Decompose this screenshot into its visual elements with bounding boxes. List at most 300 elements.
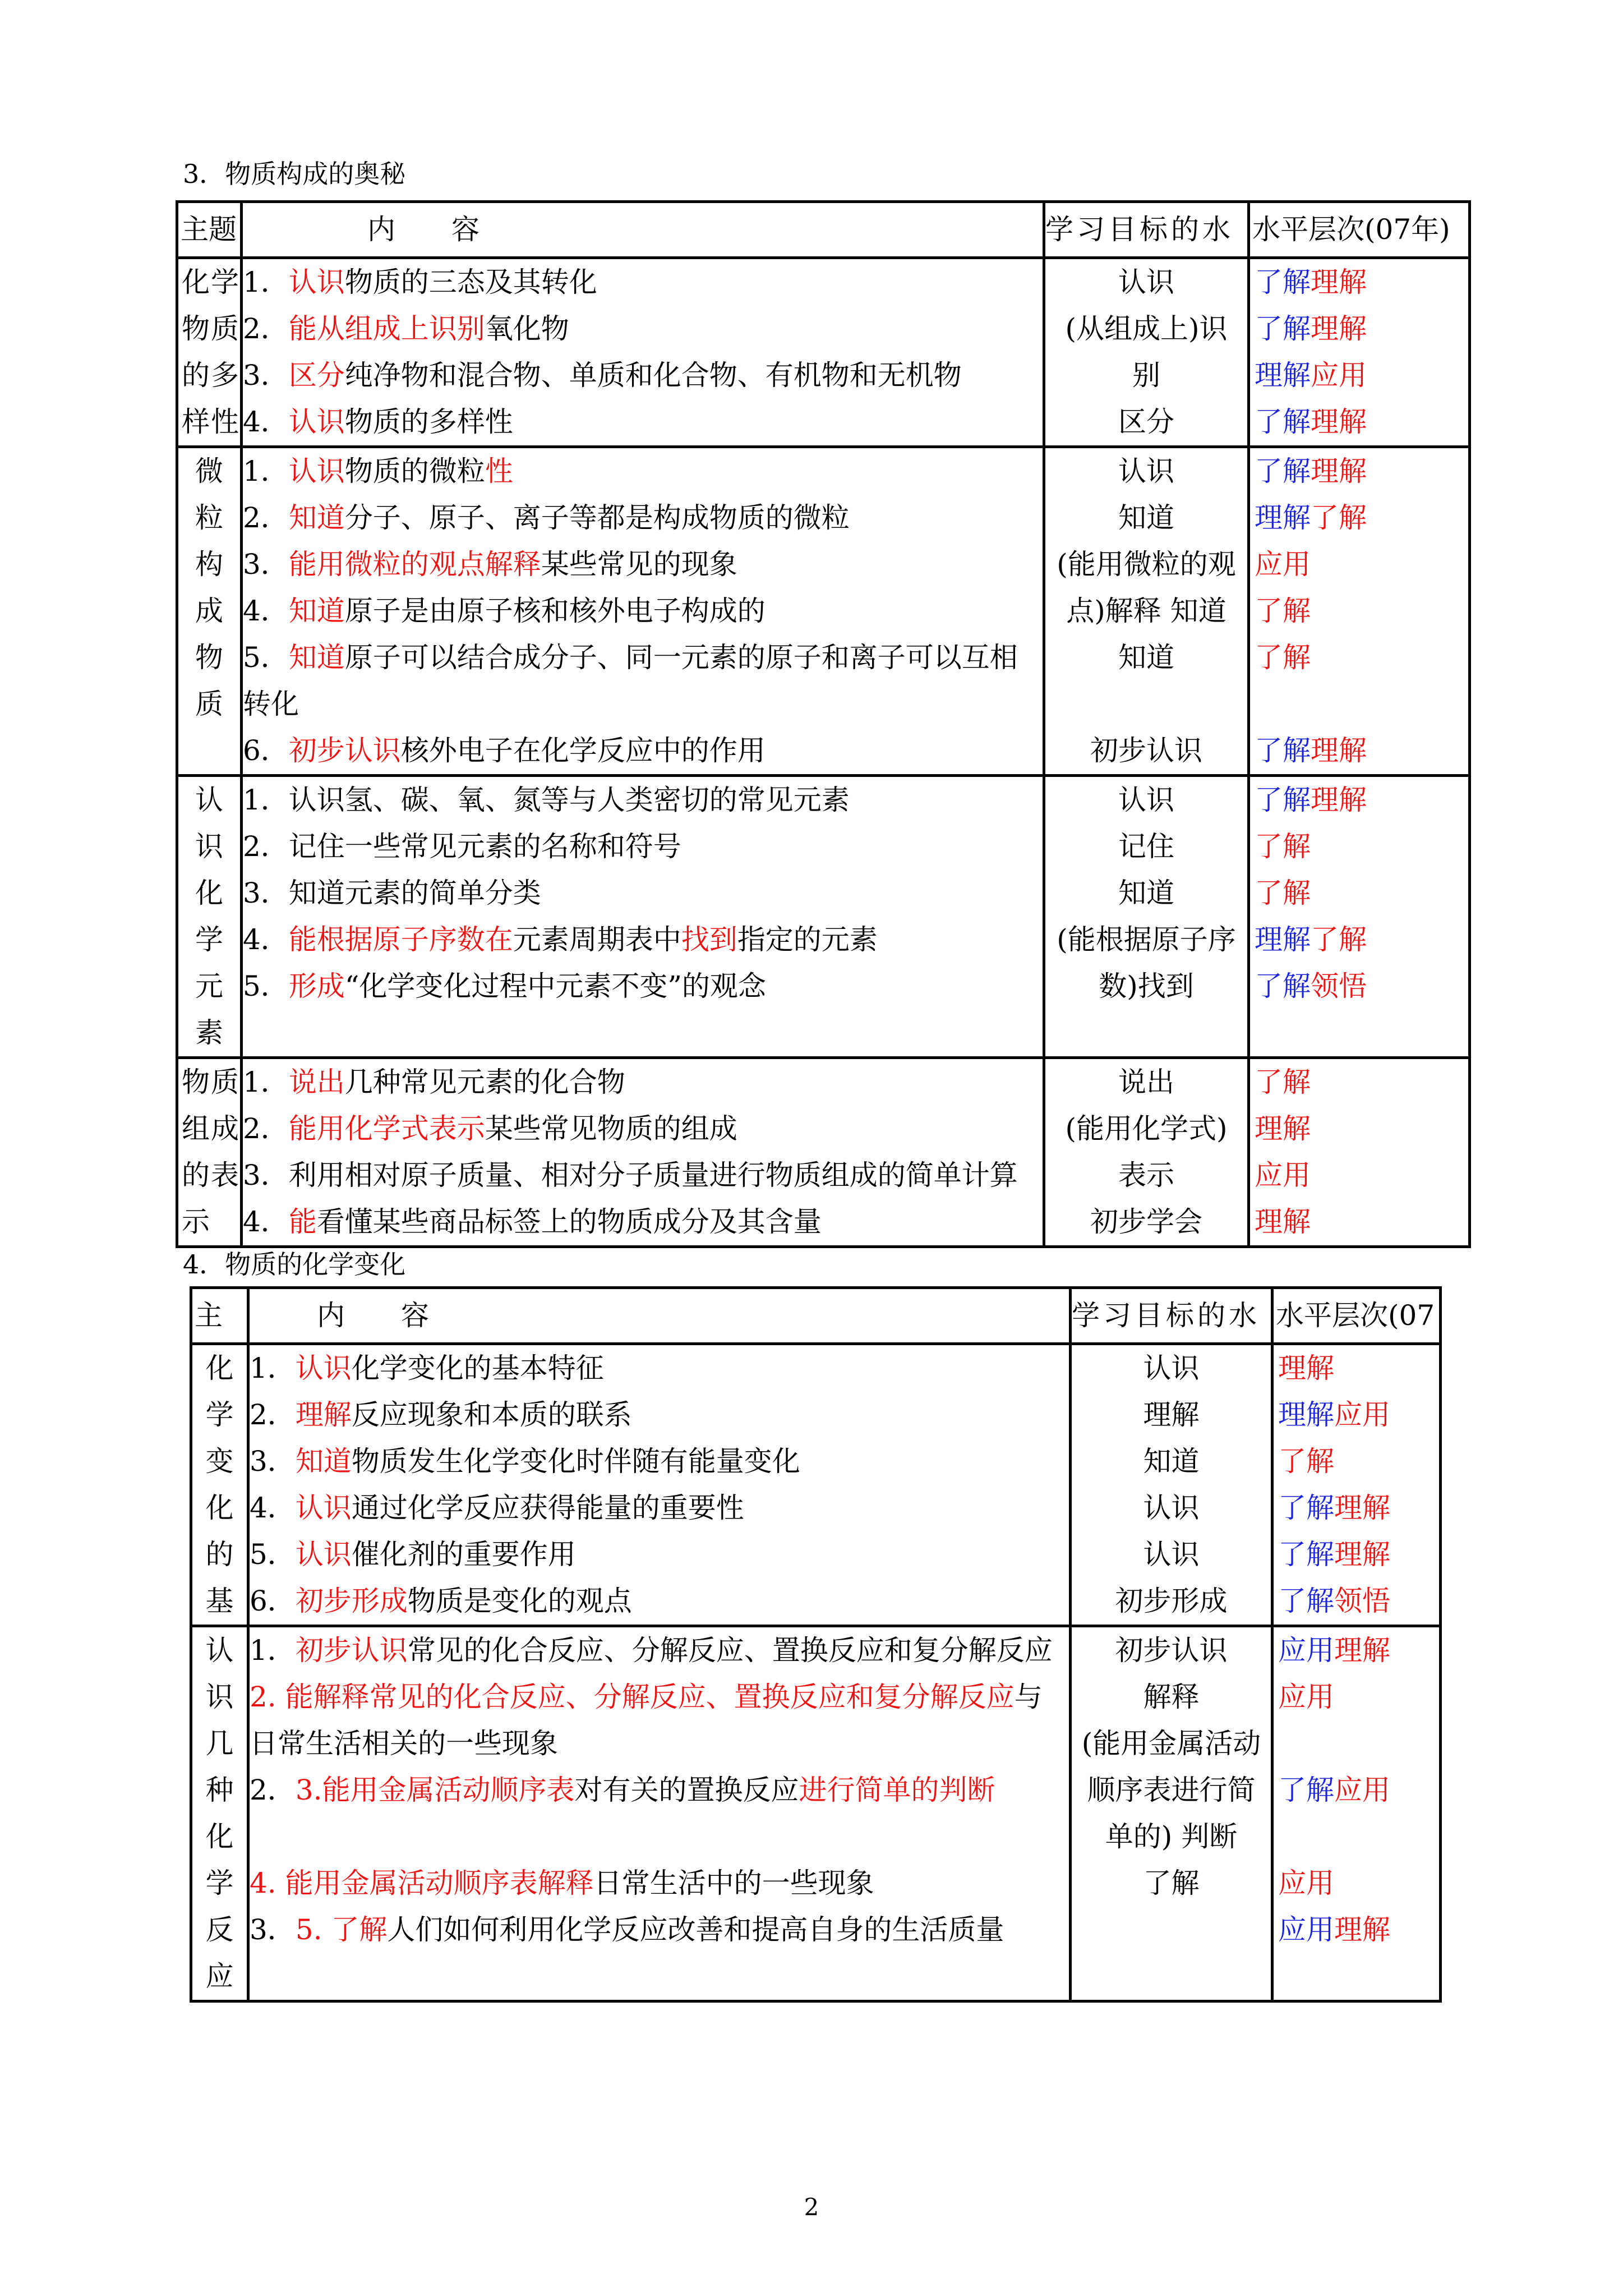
text-segment: 了解 <box>1255 455 1311 487</box>
text-segment: 物质的三态及其转化 <box>344 266 597 298</box>
text-segment: 理解 <box>1311 455 1367 487</box>
text-segment: 看懂某些商品标签上的物质成分及其含量 <box>316 1205 822 1238</box>
topic-line: 变 <box>205 1445 234 1478</box>
level-line <box>1250 541 1468 588</box>
content-line <box>243 399 1043 445</box>
content-line <box>243 1199 1043 1245</box>
table-row <box>191 1344 1441 1626</box>
text-segment: 3． <box>243 359 289 392</box>
text-segment: 认识 <box>288 455 345 487</box>
text-segment: 分子、原子、离子等都是构成物质的微粒 <box>344 501 850 534</box>
text-segment: 能用化学式表示 <box>288 1112 485 1145</box>
text-segment: 物质发生化学变化时伴随有能量变化 <box>351 1445 800 1478</box>
text-segment: 1． <box>243 1066 289 1098</box>
text-segment: 化学变化的基本特征 <box>351 1352 604 1384</box>
content-cell <box>242 776 1044 1058</box>
text-segment: 理解 <box>1255 923 1311 956</box>
text-segment: 转化 <box>243 688 299 720</box>
text-segment: 了解 <box>1255 970 1311 1002</box>
topic-cell <box>177 1058 242 1247</box>
goal-cell <box>1044 258 1249 447</box>
header-level: 水平层次(07 <box>1272 1288 1441 1344</box>
text-segment: 了解 <box>1278 1445 1334 1478</box>
text-segment: 4． <box>243 923 289 956</box>
goal-line: 初步学会 <box>1090 1205 1202 1238</box>
text-segment: 4． <box>250 1492 296 1524</box>
text-segment: 3． <box>250 1445 296 1478</box>
content-line <box>250 1860 1069 1907</box>
topic-line: 化学 <box>182 266 240 298</box>
level-cell <box>1249 1058 1470 1247</box>
text-segment: 知道 <box>288 595 345 627</box>
content-cell <box>242 1058 1044 1247</box>
content-line <box>243 448 1043 495</box>
table-row <box>191 1626 1441 2001</box>
content-line <box>243 823 1043 870</box>
goal-line: 了解 <box>1143 1867 1200 1899</box>
text-segment: 物质的多样性 <box>344 406 513 438</box>
text-segment: 2． <box>243 312 289 345</box>
content-line <box>243 963 1043 1010</box>
topic-line: 粒 <box>195 501 223 534</box>
level-line <box>1250 681 1468 728</box>
text-segment: 应用 <box>1278 1867 1334 1899</box>
topic-line: 示 <box>182 1205 211 1238</box>
text-segment: 初步形成 <box>295 1585 408 1617</box>
level-cell <box>1272 1344 1441 1626</box>
goal-line <box>1045 681 1247 728</box>
text-segment: 了解 <box>1278 1538 1334 1571</box>
table-header-row <box>177 202 1470 258</box>
text-segment: 某些常见物质的组成 <box>485 1112 737 1145</box>
topic-cell <box>191 1626 248 2001</box>
goal-line: (能根据原子序 <box>1057 923 1236 956</box>
text-segment: 了解 <box>1255 784 1311 816</box>
text-segment: 理解 <box>1311 312 1367 345</box>
text-segment: 理解 <box>1311 266 1367 298</box>
section3-title: 3．物质构成的奥秘 <box>183 159 406 189</box>
text-segment: 6． <box>243 734 289 767</box>
text-segment: 了解 <box>1255 406 1311 438</box>
text-segment: 应用 <box>1278 1681 1334 1713</box>
topic-line: 样性 <box>182 406 240 438</box>
content-line <box>250 1814 1069 1860</box>
topic-line: 学 <box>195 923 223 956</box>
goal-line: 认识 <box>1118 266 1174 298</box>
text-segment: 能根据原子序数在 <box>288 923 513 956</box>
goal-cell <box>1044 776 1249 1058</box>
content-line <box>243 1152 1043 1199</box>
content-line <box>243 917 1043 963</box>
content-line <box>243 259 1043 306</box>
content-line <box>243 870 1043 917</box>
text-segment: 元素周期表中 <box>513 923 681 956</box>
content-cell <box>248 1626 1071 2001</box>
table-row <box>177 258 1470 447</box>
goal-line <box>1072 1907 1271 1953</box>
level-line <box>1274 1720 1439 1767</box>
topic-line: 化 <box>205 1352 234 1384</box>
text-segment: 理解 <box>1311 734 1367 767</box>
goal-line: 初步认识 <box>1115 1634 1228 1667</box>
goal-cell <box>1071 1626 1272 2001</box>
goal-line: 表示 <box>1118 1159 1174 1191</box>
level-line <box>1274 1627 1439 1674</box>
level-line <box>1250 259 1468 306</box>
text-segment: 了解 <box>1255 312 1311 345</box>
text-segment: 4． <box>243 1205 289 1238</box>
topic-line: 组成 <box>182 1112 240 1145</box>
topic-line: 反 <box>205 1913 234 1946</box>
goal-line: 认识 <box>1118 455 1174 487</box>
topic-line: 的表 <box>182 1159 240 1191</box>
goal-line: 记住 <box>1118 830 1174 863</box>
topic-cell <box>191 1344 248 1626</box>
goal-line: 理解 <box>1143 1398 1200 1431</box>
text-segment: 纯净物和混合物、单质和化合物、有机物和无机物 <box>344 359 962 392</box>
text-segment: 物质的微粒 <box>344 455 485 487</box>
topic-line: 的 <box>205 1538 234 1571</box>
text-segment: 3.能用金属活动顺序表 <box>295 1774 575 1806</box>
text-segment: 1．认识氢、碳、氧、氮等与人类密切的常见元素 <box>243 784 850 816</box>
text-segment: 了解 <box>1255 1066 1311 1098</box>
content-line <box>250 1392 1069 1438</box>
topic-cell <box>177 447 242 776</box>
text-segment: 3．利用相对原子质量、相对分子质量进行物质组成的简单计算 <box>243 1159 1018 1191</box>
topic-line: 应 <box>205 1960 234 1993</box>
goal-line: 认识 <box>1143 1352 1200 1384</box>
text-segment: 了解 <box>1311 923 1367 956</box>
table-row <box>177 776 1470 1058</box>
text-segment: 常见的化合反应、分解反应、置换反应和复分解反应 <box>407 1634 1053 1667</box>
level-line <box>1250 1152 1468 1199</box>
level-line <box>1250 1106 1468 1152</box>
text-segment: 应用 <box>1278 1913 1334 1946</box>
text-segment: 3． <box>243 548 289 581</box>
text-segment: 2． <box>243 1112 289 1145</box>
text-segment: 某些常见的现象 <box>541 548 737 581</box>
text-segment: 区分 <box>288 359 345 392</box>
text-segment: 1． <box>250 1634 296 1667</box>
text-segment: 认识 <box>288 266 345 298</box>
content-line <box>243 681 1043 728</box>
header-content: 内 容 <box>242 202 1044 258</box>
text-segment: 3．知道元素的简单分类 <box>243 877 541 909</box>
text-segment: 2. 能解释常见的化合反应、分解反应、置换反应和复分解反应 <box>250 1681 1015 1713</box>
text-segment: 理解 <box>1255 501 1311 534</box>
level-line <box>1274 1674 1439 1720</box>
text-segment: 通过化学反应获得能量的重要性 <box>351 1492 744 1524</box>
text-segment: 认识 <box>288 406 345 438</box>
text-segment: 2．记住一些常见元素的名称和符号 <box>243 830 681 863</box>
text-segment: 催化剂的重要作用 <box>351 1538 576 1571</box>
level-line <box>1250 306 1468 352</box>
text-segment: 与 <box>1014 1681 1043 1713</box>
text-segment: 性 <box>485 455 513 487</box>
level-line <box>1274 1907 1439 1953</box>
goal-line: (从组成上)识 <box>1065 312 1228 345</box>
text-segment: 氧化物 <box>485 312 569 345</box>
text-segment: 理解 <box>1255 1205 1311 1238</box>
text-segment: 认识 <box>295 1352 352 1384</box>
text-segment: 理解 <box>295 1398 352 1431</box>
text-segment: 理解 <box>1334 1492 1390 1524</box>
text-segment: 理解 <box>1334 1634 1390 1667</box>
goal-line: 点)解释 知道 <box>1066 595 1227 627</box>
goal-line: 知道 <box>1118 501 1174 534</box>
level-line <box>1274 1485 1439 1531</box>
topic-line: 成 <box>195 595 223 627</box>
text-segment: 了解 <box>1255 641 1311 674</box>
content-line <box>250 1720 1069 1767</box>
content-line <box>250 1531 1069 1578</box>
content-cell <box>248 1344 1071 1626</box>
level-line <box>1250 352 1468 399</box>
text-segment: 了解 <box>1255 734 1311 767</box>
goal-cell <box>1071 1344 1272 1626</box>
text-segment: 2． <box>250 1398 296 1431</box>
text-segment: 理解 <box>1311 784 1367 816</box>
text-segment: 知道 <box>288 501 345 534</box>
text-segment: 领悟 <box>1334 1585 1390 1617</box>
text-segment: 日常生活相关的一些现象 <box>250 1727 558 1760</box>
level-line <box>1274 1578 1439 1625</box>
text-segment: 应用 <box>1255 548 1311 581</box>
level-line <box>1250 448 1468 495</box>
content-line <box>243 777 1043 823</box>
section3-table <box>176 200 1471 1248</box>
level-line <box>1250 870 1468 917</box>
goal-line: 区分 <box>1118 406 1174 438</box>
goal-line: (能用金属活动 <box>1081 1727 1261 1760</box>
goal-line: 数)找到 <box>1099 970 1194 1002</box>
text-segment: 了解 <box>1278 1492 1334 1524</box>
goal-line: 单的) 判断 <box>1105 1820 1238 1853</box>
topic-line: 物质 <box>182 1066 240 1098</box>
text-segment: 4． <box>243 406 289 438</box>
text-segment: 应用 <box>1334 1398 1390 1431</box>
text-segment: 理解 <box>1278 1398 1334 1431</box>
header-topic: 主 <box>191 1288 248 1344</box>
text-segment: 人们如何利用化学反应改善和提高自身的生活质量 <box>387 1913 1004 1946</box>
header-goal: 学习目标的水 <box>1071 1288 1272 1344</box>
level-line <box>1274 1392 1439 1438</box>
topic-line: 质 <box>195 688 223 720</box>
goal-line: 说出 <box>1118 1066 1174 1098</box>
goal-line: 初步形成 <box>1115 1585 1228 1617</box>
text-segment: 物质是变化的观点 <box>407 1585 632 1617</box>
text-segment: 了解 <box>1255 595 1311 627</box>
header-level: 水平层次(07年) <box>1249 202 1470 258</box>
table-row <box>177 447 1470 776</box>
goal-line: 知道 <box>1118 877 1174 909</box>
text-segment: 4． <box>243 595 289 627</box>
text-segment: 能 <box>288 1205 317 1238</box>
topic-line: 学 <box>205 1398 234 1431</box>
text-segment: 应用 <box>1278 1634 1334 1667</box>
topic-line: 微 <box>195 455 223 487</box>
text-segment: 3． <box>250 1913 296 1946</box>
text-segment: 1． <box>243 266 289 298</box>
level-line <box>1250 634 1468 681</box>
content-line <box>250 1438 1069 1485</box>
content-line <box>250 1674 1069 1720</box>
level-cell <box>1249 258 1470 447</box>
goal-line: 认识 <box>1143 1492 1200 1524</box>
goal-line: 顺序表进行简 <box>1087 1774 1256 1806</box>
content-line <box>250 1627 1069 1674</box>
topic-line: 素 <box>195 1016 223 1049</box>
text-segment: 应用 <box>1334 1774 1390 1806</box>
goal-line: (能用化学式) <box>1065 1112 1228 1145</box>
topic-line: 化 <box>205 1492 234 1524</box>
text-segment: 原子是由原子核和核外电子构成的 <box>344 595 766 627</box>
level-cell <box>1249 447 1470 776</box>
text-segment: 理解 <box>1311 406 1367 438</box>
table-header-row <box>191 1288 1441 1344</box>
content-line <box>250 1485 1069 1531</box>
content-cell <box>242 447 1044 776</box>
text-segment: 日常生活中的一些现象 <box>593 1867 874 1899</box>
topic-cell <box>177 258 242 447</box>
text-segment: 2． <box>243 501 289 534</box>
content-line <box>250 1345 1069 1392</box>
text-segment: 进行简单的判断 <box>799 1774 995 1806</box>
text-segment: 理解 <box>1278 1352 1334 1384</box>
text-segment: 了解 <box>1255 830 1311 863</box>
level-line <box>1274 1814 1439 1860</box>
content-line <box>243 541 1043 588</box>
content-line <box>250 1907 1069 1953</box>
text-segment: 能从组成上识别 <box>288 312 485 345</box>
topic-line: 物质 <box>182 312 240 345</box>
level-line <box>1274 1438 1439 1485</box>
text-segment: 对有关的置换反应 <box>574 1774 799 1806</box>
level-line <box>1250 823 1468 870</box>
level-line <box>1274 1860 1439 1907</box>
text-segment: 知道 <box>288 641 345 674</box>
text-segment: 理解 <box>1255 1112 1311 1145</box>
level-line <box>1250 399 1468 445</box>
topic-line: 几 <box>205 1727 234 1760</box>
topic-line: 的多 <box>182 359 240 392</box>
goal-cell <box>1044 447 1249 776</box>
text-segment: 指定的元素 <box>737 923 878 956</box>
text-segment: 理解 <box>1334 1538 1390 1571</box>
goal-cell <box>1044 1058 1249 1247</box>
topic-line: 化 <box>205 1820 234 1853</box>
text-segment: 知道 <box>295 1445 352 1478</box>
topic-line: 构 <box>195 548 223 581</box>
text-segment: 了解 <box>1278 1585 1334 1617</box>
section4-table <box>190 1286 1442 2003</box>
text-segment: 5． <box>243 970 289 1002</box>
level-line <box>1250 495 1468 541</box>
level-cell <box>1249 776 1470 1058</box>
text-segment: 原子可以结合成分子、同一元素的原子和离子可以互相 <box>344 641 1018 674</box>
text-segment: 认识 <box>295 1492 352 1524</box>
topic-line: 认 <box>195 784 223 816</box>
text-segment: 理解 <box>1334 1913 1390 1946</box>
content-cell <box>242 258 1044 447</box>
text-segment: 能用微粒的观点解释 <box>288 548 541 581</box>
goal-line: 初步认识 <box>1090 734 1202 767</box>
topic-line: 化 <box>195 877 223 909</box>
level-cell <box>1272 1626 1441 2001</box>
text-segment: 理解 <box>1255 359 1311 392</box>
text-segment: 6． <box>250 1585 296 1617</box>
text-segment: 了解 <box>1311 501 1367 534</box>
content-line <box>243 728 1043 774</box>
text-segment: 应用 <box>1255 1159 1311 1191</box>
content-line <box>243 1059 1043 1106</box>
level-line <box>1250 728 1468 774</box>
text-segment: 4. 能用金属活动顺序表解释 <box>250 1867 594 1899</box>
text-segment: 5． <box>243 641 289 674</box>
text-segment: 2． <box>250 1774 296 1806</box>
text-segment: 初步认识 <box>295 1634 408 1667</box>
text-segment: 说出 <box>288 1066 345 1098</box>
header-goal: 学习目标的水 <box>1044 202 1249 258</box>
content-line <box>243 306 1043 352</box>
text-segment: 了解 <box>1255 266 1311 298</box>
level-line <box>1250 1059 1468 1106</box>
text-segment: 领悟 <box>1311 970 1367 1002</box>
topic-line: 基 <box>205 1585 234 1617</box>
text-segment: 反应现象和本质的联系 <box>351 1398 632 1431</box>
text-segment: 了解 <box>1255 877 1311 909</box>
text-segment: 5. 了解 <box>295 1913 388 1946</box>
content-line <box>243 1106 1043 1152</box>
text-segment: 5． <box>250 1538 296 1571</box>
section4-title: 4．物质的化学变化 <box>183 1249 406 1280</box>
text-segment: 核外电子在化学反应中的作用 <box>400 734 766 767</box>
page-number: 2 <box>804 2193 819 2221</box>
text-segment: 1． <box>243 455 289 487</box>
text-segment: 1． <box>250 1352 296 1384</box>
topic-cell <box>177 776 242 1058</box>
content-line <box>250 1578 1069 1625</box>
goal-line: 解释 <box>1143 1681 1200 1713</box>
topic-line: 种 <box>205 1774 234 1806</box>
topic-line: 学 <box>205 1867 234 1899</box>
goal-line: 知道 <box>1118 641 1174 674</box>
topic-line: 识 <box>205 1681 234 1713</box>
content-line <box>243 634 1043 681</box>
text-segment: 形成 <box>288 970 345 1002</box>
goal-line: (能用微粒的观 <box>1057 548 1236 581</box>
level-line <box>1274 1345 1439 1392</box>
text-segment: 认识 <box>295 1538 352 1571</box>
text-segment: 应用 <box>1311 359 1367 392</box>
level-line <box>1250 917 1468 963</box>
topic-line: 识 <box>195 830 223 863</box>
text-segment: “化学变化过程中元素不变”的观念 <box>344 970 766 1002</box>
topic-line: 元 <box>195 970 223 1002</box>
goal-line: 认识 <box>1118 784 1174 816</box>
goal-line: 别 <box>1132 359 1160 392</box>
level-line <box>1274 1531 1439 1578</box>
text-segment: 初步认识 <box>288 734 401 767</box>
goal-line: 认识 <box>1143 1538 1200 1571</box>
text-segment: 找到 <box>681 923 737 956</box>
level-line <box>1250 963 1468 1010</box>
content-line <box>243 352 1043 399</box>
goal-line: 知道 <box>1143 1445 1200 1478</box>
content-line <box>243 495 1043 541</box>
level-line <box>1274 1767 1439 1814</box>
table-row <box>177 1058 1470 1247</box>
